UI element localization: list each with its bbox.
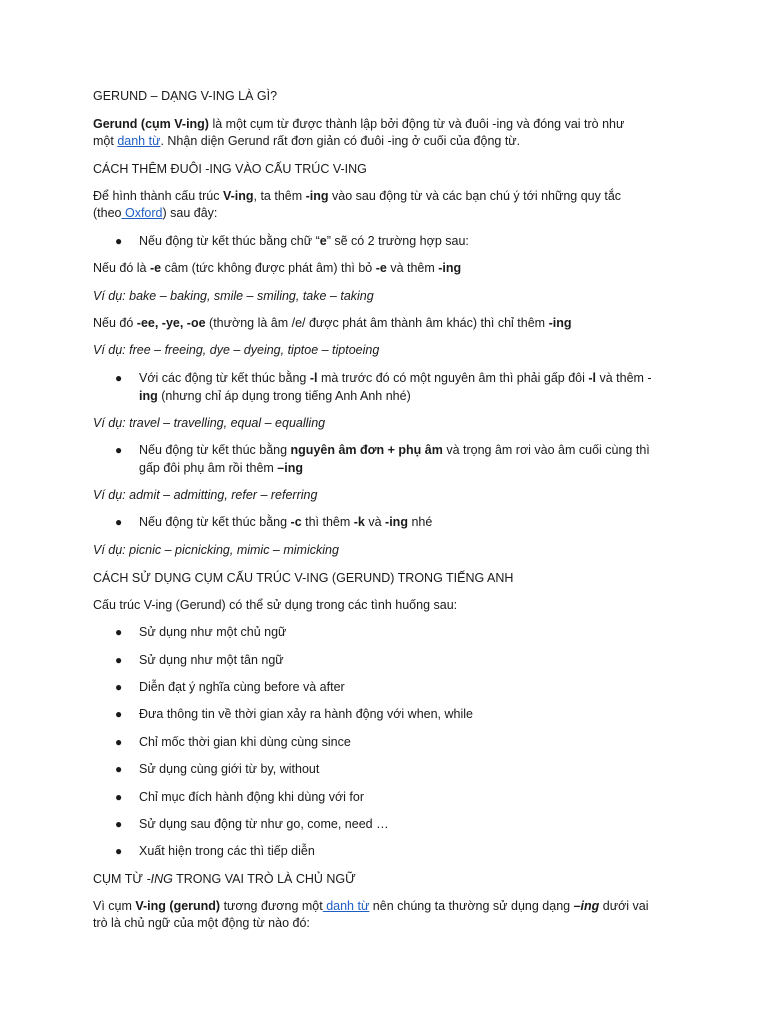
bold-term: -ing bbox=[385, 515, 408, 529]
bold-term: -ee, -ye, -oe bbox=[136, 316, 206, 330]
text: Nếu động từ kết thúc bằng chữ “ bbox=[139, 234, 320, 248]
text: một bbox=[93, 134, 118, 148]
text: ) sau đây: bbox=[162, 206, 218, 220]
danh-tu-link[interactable]: danh từ bbox=[117, 134, 161, 148]
bullet-icon: ● bbox=[115, 443, 123, 457]
text: Nếu đó là bbox=[93, 261, 150, 275]
list-item: Sử dụng sau động từ như go, come, need … bbox=[139, 817, 389, 831]
text: (nhưng chỉ áp dụng trong tiếng Anh Anh nhé) bbox=[157, 389, 411, 403]
list-item: Sử dụng như một chủ ngữ bbox=[139, 625, 287, 639]
text: (thường là âm /e/ được phát âm thành âm khác) thì chỉ thêm bbox=[205, 316, 549, 330]
bullet-icon: ● bbox=[115, 817, 123, 831]
bold-term: -l bbox=[588, 371, 596, 385]
bold-term: -ing bbox=[305, 189, 329, 203]
text: và thêm bbox=[386, 261, 439, 275]
text: và bbox=[364, 515, 386, 529]
bullet-icon: ● bbox=[115, 515, 123, 529]
bullet-rule-double-line2 bbox=[139, 460, 303, 476]
bold-term: -l bbox=[309, 371, 318, 385]
bold-term: -e bbox=[149, 261, 162, 275]
bullet-rule-double-line1 bbox=[139, 442, 650, 458]
bullet-rule-l-line2 bbox=[139, 388, 411, 404]
bullet-icon: ● bbox=[115, 371, 123, 385]
text: nên chúng ta thường sử dụng dạng bbox=[369, 899, 574, 913]
heading-usage: CÁCH SỬ DỤNG CỤM CẤU TRÚC V-ING (GERUND) TRONG TIẾNG ANH bbox=[93, 571, 514, 585]
text: Để hình thành cấu trúc bbox=[93, 189, 223, 203]
text: , ta thêm bbox=[253, 189, 306, 203]
bullet-icon: ● bbox=[115, 234, 123, 248]
paragraph-rules-line1 bbox=[93, 188, 621, 204]
text: Nếu động từ kết thúc bằng bbox=[139, 443, 291, 457]
bullet-icon: ● bbox=[115, 762, 123, 776]
example-5: Ví dụ: picnic – picnicking, mimic – mimicking bbox=[93, 543, 339, 557]
bullet-rule-l-line1 bbox=[139, 370, 652, 386]
rule-silent-e bbox=[93, 260, 461, 276]
text: nhé bbox=[407, 515, 433, 529]
bullet-icon: ● bbox=[115, 625, 123, 639]
paragraph-definition-line2 bbox=[93, 133, 520, 149]
rule-ee-ye-oe bbox=[93, 315, 572, 331]
example-1: Ví dụ: bake – baking, smile – smiling, take – taking bbox=[93, 289, 374, 303]
list-item: Chỉ mục đích hành động khi dùng với for bbox=[139, 790, 364, 804]
text: mà trước đó có một nguyên âm thì phải gấp đôi bbox=[317, 371, 589, 385]
paragraph-definition-line1 bbox=[93, 116, 624, 132]
example-4: Ví dụ: admit – admitting, refer – referring bbox=[93, 488, 318, 502]
bullet-icon: ● bbox=[115, 844, 123, 858]
text: Nếu đó bbox=[93, 316, 137, 330]
text: Vì cụm bbox=[93, 899, 136, 913]
text: Với các động từ kết thúc bằng bbox=[139, 371, 310, 385]
bold-term: nguyên âm đơn + phụ âm bbox=[290, 443, 443, 457]
bold-term: Gerund (cụm V-ing) bbox=[93, 117, 209, 131]
heading-subject bbox=[93, 871, 356, 887]
text: thì thêm bbox=[301, 515, 354, 529]
bold-term: V-ing bbox=[222, 189, 254, 203]
bullet-icon: ● bbox=[115, 790, 123, 804]
oxford-link[interactable]: Oxford bbox=[121, 206, 163, 220]
bold-term: -ing bbox=[438, 261, 462, 275]
list-item: Sử dụng như một tân ngữ bbox=[139, 653, 284, 667]
bold-term: –ing bbox=[277, 461, 303, 475]
bold-term: -ing bbox=[548, 316, 572, 330]
text: tương đương một bbox=[220, 899, 323, 913]
bold-term: e bbox=[319, 234, 327, 248]
text: TRONG VAI TRÒ LÀ CHỦ NGỮ bbox=[172, 872, 356, 886]
text: vào sau động từ và các bạn chú ý tới những quy tắc bbox=[328, 189, 622, 203]
bullet-rule-c bbox=[139, 514, 432, 530]
heading-gerund: GERUND – DẠNG V-ING LÀ GÌ? bbox=[93, 89, 278, 103]
heading-add-ing: CÁCH THÊM ĐUÔI -ING VÀO CẤU TRÚC V-ING bbox=[93, 162, 367, 176]
list-item: Sử dụng cùng giới từ by, without bbox=[139, 762, 320, 776]
bold-term: -c bbox=[290, 515, 302, 529]
bold-term: V-ing (gerund) bbox=[135, 899, 221, 913]
list-item: Diễn đạt ý nghĩa cùng before và after bbox=[139, 680, 345, 694]
paragraph-subject-line2: trò là chủ ngữ của một động từ nào đó: bbox=[93, 916, 310, 930]
text: dưới vai bbox=[599, 899, 649, 913]
example-3: Ví dụ: travel – travelling, equal – equalling bbox=[93, 416, 326, 430]
text: ” sẽ có 2 trường hợp sau: bbox=[326, 234, 469, 248]
text: Nếu động từ kết thúc bằng bbox=[139, 515, 291, 529]
list-item: Xuất hiện trong các thì tiếp diễn bbox=[139, 844, 315, 858]
italic-term: -ING bbox=[146, 872, 173, 886]
bullet-icon: ● bbox=[115, 735, 123, 749]
paragraph-usage-intro: Cấu trúc V-ing (Gerund) có thể sử dụng trong các tình huống sau: bbox=[93, 598, 458, 612]
text: và trọng âm rơi vào âm cuối cùng thì bbox=[442, 443, 650, 457]
example-2: Ví dụ: free – freeing, dye – dyeing, tiptoe – tiptoeing bbox=[93, 343, 380, 357]
bullet-icon: ● bbox=[115, 653, 123, 667]
list-item: Chỉ mốc thời gian khi dùng cùng since bbox=[139, 735, 351, 749]
text: . Nhận diện Gerund rất đơn giản có đuôi -ing ở cuối của động từ. bbox=[160, 134, 521, 148]
bold-term: -k bbox=[353, 515, 365, 529]
bold-term: -e bbox=[375, 261, 387, 275]
text: câm (tức không được phát âm) thì bỏ bbox=[161, 261, 376, 275]
text: (theo bbox=[93, 206, 122, 220]
danh-tu-link[interactable]: danh từ bbox=[322, 899, 370, 913]
bullet-rule-e bbox=[139, 233, 469, 249]
bullet-icon: ● bbox=[115, 707, 123, 721]
bold-term: ing bbox=[139, 389, 158, 403]
text: CỤM TỪ bbox=[93, 872, 147, 886]
paragraph-subject-line1 bbox=[93, 898, 649, 914]
text: và thêm - bbox=[596, 371, 652, 385]
list-item: Đưa thông tin về thời gian xảy ra hành động với when, while bbox=[139, 707, 473, 721]
bold-italic-term: –ing bbox=[573, 899, 600, 913]
text: gấp đôi phụ âm rồi thêm bbox=[139, 461, 278, 475]
bullet-icon: ● bbox=[115, 680, 123, 694]
text: là một cụm từ được thành lập bởi động từ và đuôi -ing và đóng vai trò như bbox=[208, 117, 625, 131]
paragraph-rules-line2 bbox=[93, 205, 217, 221]
